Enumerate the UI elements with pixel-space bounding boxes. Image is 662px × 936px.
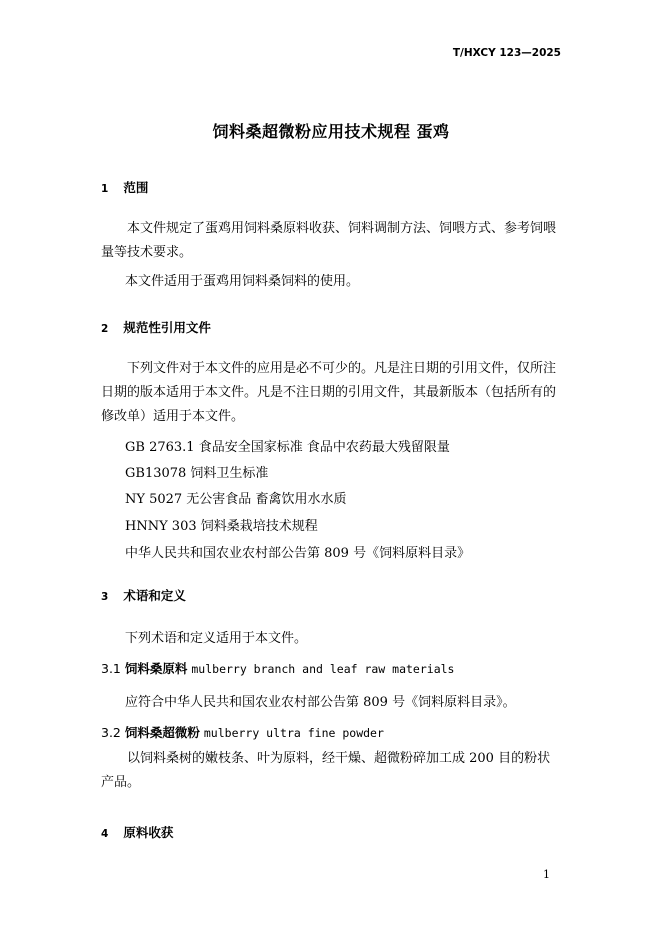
section-2-heading: [101, 318, 211, 336]
reference-item: GB 2763.1 食品安全国家标准 食品中农药最大残留限量: [125, 440, 450, 455]
term-3-1: [101, 659, 454, 677]
document-title: 饲料桑超微粉应用技术规程 蛋鸡: [212, 122, 450, 141]
section-number: 1: [101, 183, 109, 195]
section-number: 3: [101, 591, 109, 603]
standard-code: T/HXCY 123—2025: [452, 47, 561, 59]
section-1-paragraph-2: 本文件适用于蛋鸡用饲料桑饲料的使用。: [125, 274, 360, 289]
reference-item: HNNY 303 饲料桑栽培技术规程: [125, 519, 318, 534]
term-3-2-definition: 以饲料桑树的嫩枝条、叶为原料，经干燥、超微粉碎加工成 200 目的粉状产品。: [101, 751, 551, 790]
section-number: 4: [101, 828, 109, 840]
section-number: 2: [101, 323, 109, 335]
page-number: 1: [543, 868, 550, 881]
term-number: 3.1: [101, 661, 121, 676]
reference-item: NY 5027 无公害食品 畜禽饮用水水质: [125, 492, 347, 507]
term-english: mulberry ultra fine powder: [203, 726, 384, 740]
term-3-2: [101, 723, 384, 741]
term-3-1-definition: 应符合中华人民共和国农业农村部公告第 809 号《饲料原料目录》。: [125, 695, 516, 710]
reference-item: 中华人民共和国农业农村部公告第 809 号《饲料原料目录》: [125, 546, 471, 561]
section-title: 术语和定义: [123, 588, 186, 603]
reference-item: GB13078 饲料卫生标准: [125, 466, 269, 481]
section-title: 规范性引用文件: [123, 320, 211, 335]
section-2-paragraph-1: 下列文件对于本文件的应用是必不可少的。凡是注日期的引用文件，仅所注日期的版本适用于本文件。凡是不注日期的引用文件，其最新版本（包括所有的修改单）适用于本文件。: [101, 361, 557, 424]
term-chinese: 饲料桑原料: [124, 661, 188, 676]
section-title: 范围: [123, 180, 149, 195]
section-3-heading: [101, 586, 186, 604]
section-title: 原料收获: [123, 825, 174, 840]
term-english: mulberry branch and leaf raw materials: [191, 662, 455, 676]
section-1-heading: [101, 178, 148, 196]
term-number: 3.2: [101, 725, 121, 740]
section-4-heading: [101, 823, 173, 841]
section-3-paragraph-1: 下列术语和定义适用于本文件。: [125, 631, 308, 646]
term-chinese: 饲料桑超微粉: [124, 725, 200, 740]
section-1-paragraph-1: 本文件规定了蛋鸡用饲料桑原料收获、饲料调制方法、饲喂方式、参考饲喂量等技术要求。: [101, 221, 557, 260]
